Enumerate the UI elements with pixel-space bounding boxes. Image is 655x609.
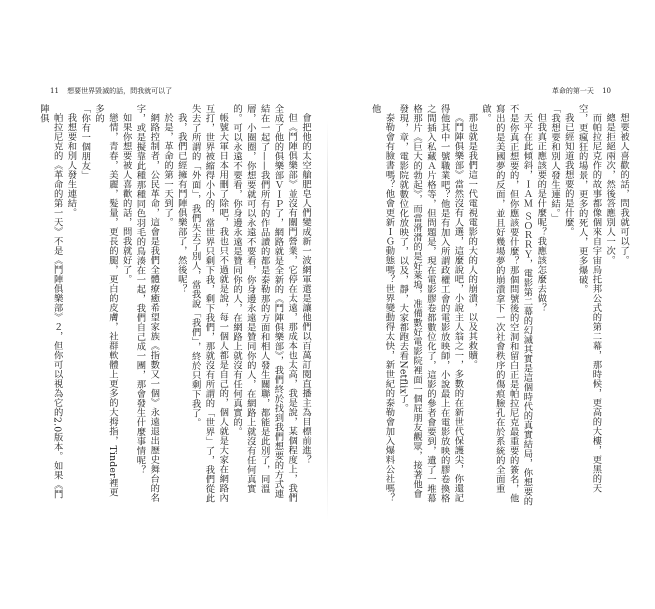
quote-line: 「我想要和別人發生連結。」 [549, 104, 561, 223]
left-page-number: 11 [50, 87, 59, 95]
right-page-number: 10 [602, 87, 611, 95]
paragraph: 但《鬥陣俱樂部》並沒有關門營業，它停在太遠，那成本也太高，我是說，某個程度上，我們全成了他的俱樂部ＶＩＰ了，網路就是全新的《鬥陣俱樂部》，我們終於找到我們想要的方式連結在一起了——我們所有的作品讀的都是泰勒那的方面和相人發生關聯，都能是此別了，同溫層，小圈圈，你想要就可以永遠不要看，你身邊永遠是贊同你的人，在網路上就沒有任何真實的。可以永遠不要看，你身邊永遠是贊同你的人，在網路上就沒有任何真實的。 [231, 104, 298, 503]
paragraph: 我已經知道我想要的是什麼。 [562, 113, 574, 237]
quote-line: 「你有一個朋友」 [79, 104, 91, 180]
paragraph: 戀情，青春，美麗，髮量，更長的腿，更白的皮膚，社群軟體上更多的大拇指，Tinder裡更多的 [93, 104, 118, 498]
paragraph: 如果你想要被人喜歡的話，問我就好了。 [120, 113, 132, 285]
paragraph: 想要被人喜歡的話，問我就可以了。 [618, 113, 629, 266]
paragraph: 泰勒會有臉書嗎？他會更新ＩＧ動態嗎？世界變動得太快，新世紀的泰勒會加入爆料公社嗎？他 [369, 104, 395, 503]
paragraph: 網路控制者，公民革命，這會是我們全體療癒希望家族《指數又一個》永遠退出歷史舞台的名字，或是擬靠此種那種同色羽毛的鳥湊在一起，我們自己成一團，那會發生什麼事情呢？ [134, 104, 160, 503]
paragraph: 帕拉尼克的《革命的第一天》不是《鬥陣俱樂部》２，但你可以視為它的2.0版本。如果《鬥陣俱 [38, 104, 63, 500]
paragraph: 總是拒絕兩次，然後答應別人一次。 [604, 113, 616, 266]
left-page [0, 0, 327, 609]
right-page [328, 0, 655, 609]
paragraph: 我，我們已經擁有鬥陣俱樂部了，然後呢？ [175, 113, 187, 294]
left-running-head: 想要世界毀滅的話，問我就可以了 [67, 87, 173, 95]
paragraph: 天平在此傾斜，ＩＡＭ ＳＯＲＲＹ，電影第二幕的幻滅其實是這個時代的真實結局，你想要的不是你真正想要的，但你應該要什麼？那個問號後的空洞和留白正是帕拉尼克最重要的簽名，他寫出的是美國夢的反面，並且好幾場夢的崩潰拿下一次社會秩序的傷痕臉孔在於系統的全面重啟。 [480, 104, 533, 506]
paragraph: 但我真正應該要的是什麼呢？我應該怎麼去做？ [535, 113, 547, 313]
left-running-header [44, 86, 172, 96]
paragraph: 於是，革命的第一天到了。 [162, 113, 174, 228]
left-body-text [38, 104, 312, 506]
paragraph: 我想要和別人發生連結。 [65, 113, 77, 218]
paragraph: 帳號大軍日本用刪了除吧，我也只不過就是說，每一個人都是自己的，個人就是大家在網路內互打，世界被縮得小小的，當世界只剩下我，剩下我們，那就沒有所謂的「世界」了，我們從此失去了所謂的「外面」，我們失去了別人，當我說「我們」，終於只剩下我了。 [189, 104, 229, 503]
right-running-head: 革命的第一天 [551, 87, 594, 95]
right-body-text [342, 104, 630, 506]
paragraph: 而帕拉尼克作的故事都像個來自宇宙烏托邦公式的第二幕，那時候，更高的大樓，更黑的天空，更瘋狂的場景，更多的死人，更多爆破。 [576, 104, 602, 494]
paragraph: 《鬥陣俱樂部》當然沒有人選，這麼說吧，小說主人翁之一，多數的在新世代保護尖，你還記得他其中一號職業吧？他是有加入所謂政權工會的電影放映師，小說最上在電影放映的膠卷換格之間插入私藏Ａ片格等，但問題是，現在電影膠卷都數位化了，這影的參者會要到，遺了一堆幕格那片《巨大的勃起》，而當滑滑的是好萊塢，准備數好電影院裡面一個屁朋友觀眾，接著他會發現，章，電影院就數位化放映了，以及，靜，大家都跑去看Netflix了。 [397, 104, 464, 503]
paragraph: 會把他的太空艙肥皂人們變成新一波網軍還是讓他們以百萬訂閱直播主為目標前進？ [300, 113, 311, 465]
paragraph: 那也就是我們這一代電視電影的大的人的崩潰，以及其救贖。 [466, 113, 478, 370]
right-running-header [552, 86, 617, 96]
